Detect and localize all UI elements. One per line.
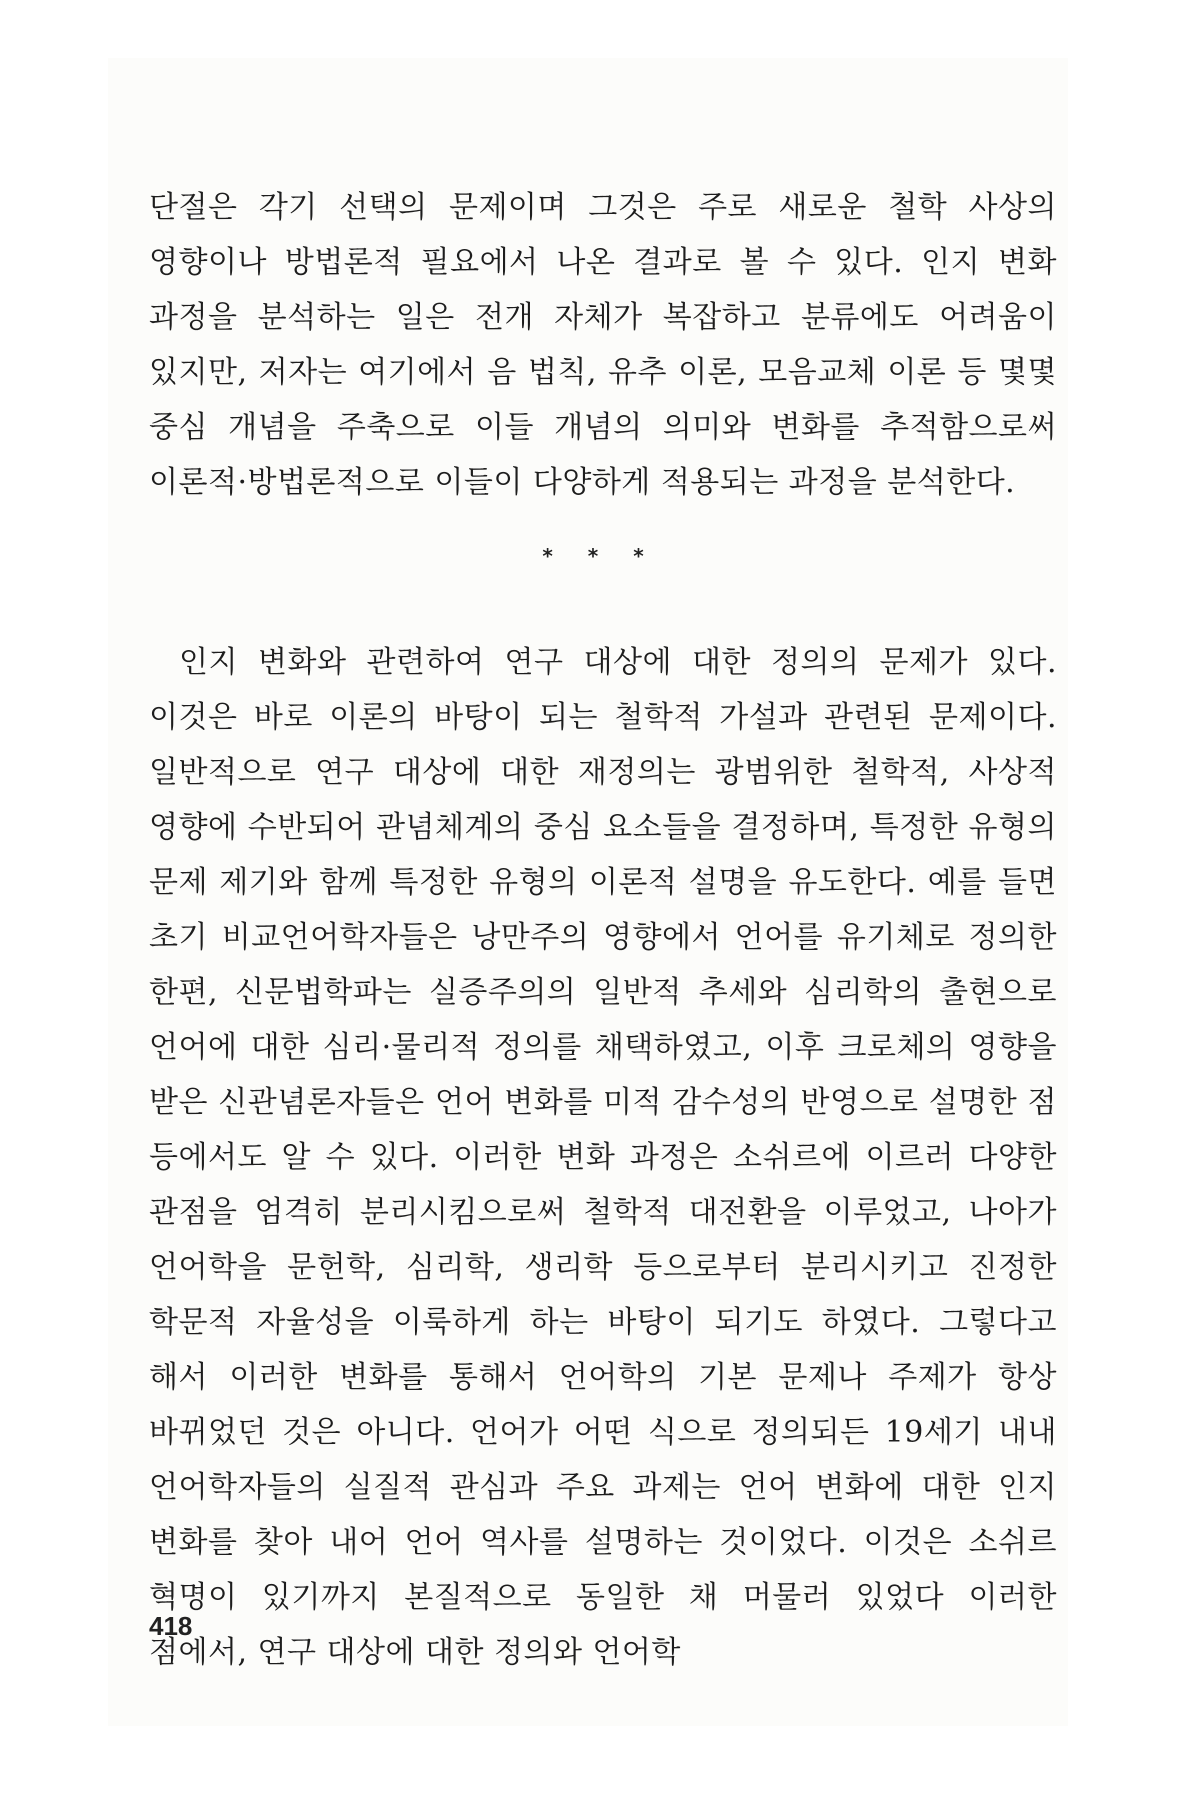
- paragraph-1: 단절은 각기 선택의 문제이며 그것은 주로 새로운 철학 사상의 영향이나 방법론적 필요에서 나온 결과로 볼 수 있다. 인지 변화 과정을 분석하는 일은 전개 자체가 복잡하고 분류에도 어려움이 있지만, 저자는 여기에서 음 법칙, 유추 이론, 모음교체 이론 등 몇몇 중심 개념을 주축으로 이들 개념의 의미와 변화를 추적함으로써 이론적·방법론적으로 이들이 다양하게 적용되는 과정을 분석한다.: [149, 190, 1057, 500]
- page-number: 418: [149, 1611, 193, 1641]
- section-separator: * * *: [542, 544, 658, 568]
- paragraph-2: 인지 변화와 관련하여 연구 대상에 대한 정의의 문제가 있다. 이것은 바로 이론의 바탕이 되는 철학적 가설과 관련된 문제이다. 일반적으로 연구 대상에 대한 재정의는 광범위한 철학적, 사상적 영향에 수반되어 관념체계의 중심 요소들을 결정하며, 특정한 유형의 문제 제기와 함께 특정한 유형의 이론적 설명을 유도한다. 예를 들면 초기 비교언어학자들은 낭만주의 영향에서 언어를 유기체로 정의한 한편, 신문법학파는 실증주의의 일반적 추세와 심리학의 출현으로 언어에 대한 심리·물리적 정의를 채택하였고, 이후 크로체의 영향을 받은 신관념론자들은 언어 변화를 미적 감수성의 반영으로 설명한 점 등에서도 알 수 있다. 이러한 변화 과정은 소쉬르에 이르러 다양한 관점을 엄격히 분리시킴으로써 철학적 대전환을 이루었고, 나아가 언어학을 문헌학, 심리학, 생리학 등으로부터 분리시키고 진정한 학문적 자율성을 이룩하게 하는 바탕이 되기도 하였다. 그렇다고 해서 이러한 변화를 통해서 언어학의 기본 문제나 주제가 항상 바뀌었던 것은 아니다. 언어가 어떤 식으로 정의되든 19세기 내내 언어학자들의 실질적 관심과 주요 과제는 언어 변화에 대한 인지 변화를 찾아 내어 언어 역사를 설명하는 것이었다. 이것은 소쉬르 혁명이 있기까지 본질적으로 동일한 채 머물러 있었다 이러한 점에서, 연구 대상에 대한 정의와 언어학: [149, 645, 1057, 1670]
